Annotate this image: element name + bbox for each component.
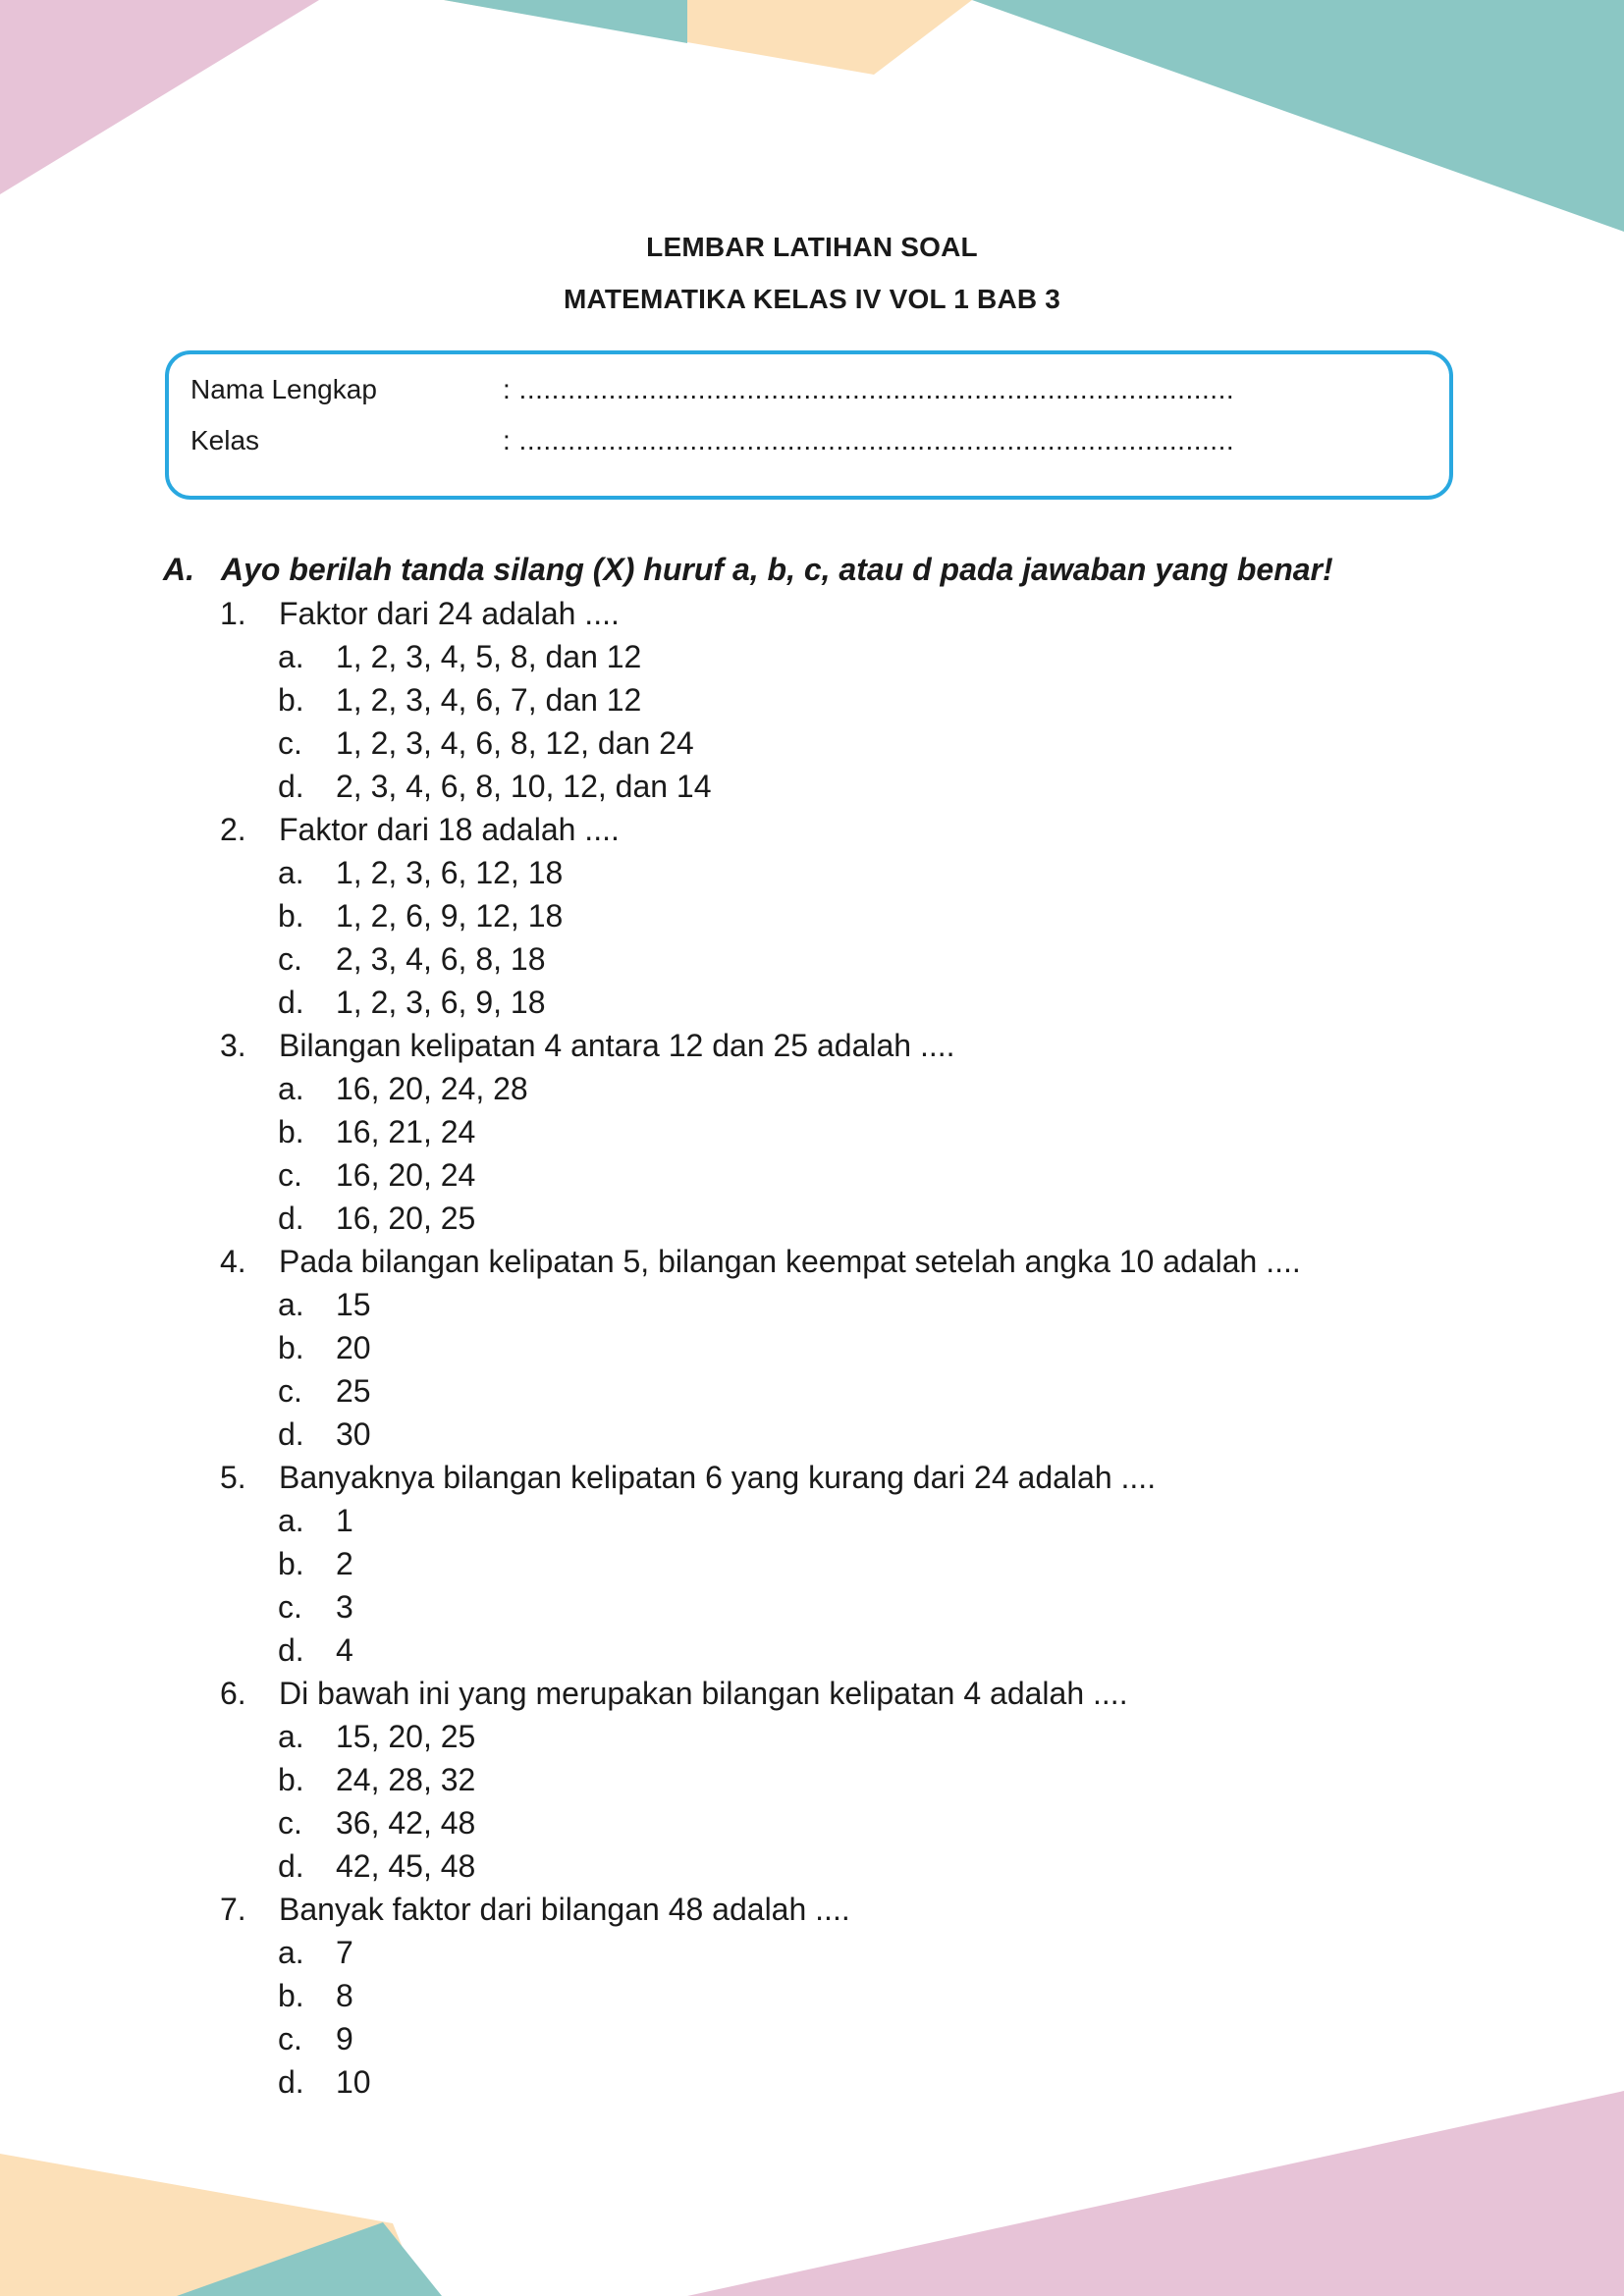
option-letter: b. bbox=[278, 1114, 304, 1149]
answer-option[interactable] bbox=[0, 981, 1624, 1024]
name-field[interactable]: : ........................................................................................ bbox=[503, 374, 1235, 404]
question-1 bbox=[0, 592, 1624, 635]
answer-option[interactable] bbox=[0, 2060, 1624, 2104]
question-4 bbox=[0, 1240, 1624, 1283]
question-text: Banyaknya bilangan kelipatan 6 yang kurang dari 24 adalah .... bbox=[279, 1460, 1157, 1495]
option-text: 1, 2, 3, 6, 12, 18 bbox=[336, 855, 564, 890]
identity-box bbox=[165, 350, 1453, 500]
option-text: 2, 3, 4, 6, 8, 10, 12, dan 14 bbox=[336, 769, 712, 804]
option-text: 10 bbox=[336, 2064, 371, 2100]
answer-option[interactable] bbox=[0, 1585, 1624, 1629]
section-instruction: Ayo berilah tanda silang (X) huruf a, b, c, atau d pada jawaban yang benar! bbox=[221, 552, 1333, 587]
answer-option[interactable] bbox=[0, 1369, 1624, 1413]
question-text: Faktor dari 18 adalah .... bbox=[279, 812, 620, 847]
question-number: 2. bbox=[220, 812, 246, 847]
answer-option[interactable] bbox=[0, 1844, 1624, 1888]
top-teal-sliver bbox=[444, 0, 687, 43]
option-text: 20 bbox=[336, 1330, 371, 1365]
page-title: LEMBAR LATIHAN SOAL bbox=[646, 232, 978, 262]
answer-option[interactable] bbox=[0, 1067, 1624, 1110]
option-letter: c. bbox=[278, 1805, 302, 1841]
answer-option[interactable] bbox=[0, 1542, 1624, 1585]
option-text: 9 bbox=[336, 2021, 353, 2056]
top-left-pink-shape bbox=[0, 0, 319, 194]
answer-option[interactable] bbox=[0, 1283, 1624, 1326]
option-letter: a. bbox=[278, 855, 304, 890]
answer-option[interactable] bbox=[0, 765, 1624, 808]
option-text: 2, 3, 4, 6, 8, 18 bbox=[336, 941, 546, 977]
option-letter: b. bbox=[278, 682, 304, 718]
option-text: 15 bbox=[336, 1287, 371, 1322]
option-letter: d. bbox=[278, 1201, 304, 1236]
answer-option[interactable] bbox=[0, 1197, 1624, 1240]
class-label: Kelas bbox=[190, 425, 260, 455]
question-text: Bilangan kelipatan 4 antara 12 dan 25 adalah .... bbox=[279, 1028, 955, 1063]
page-subtitle: MATEMATIKA KELAS IV VOL 1 BAB 3 bbox=[563, 284, 1061, 314]
option-letter: b. bbox=[278, 898, 304, 934]
option-text: 16, 21, 24 bbox=[336, 1114, 476, 1149]
answer-option[interactable] bbox=[0, 851, 1624, 894]
option-letter: c. bbox=[278, 941, 302, 977]
answer-option[interactable] bbox=[0, 678, 1624, 721]
answer-option[interactable] bbox=[0, 1499, 1624, 1542]
option-text: 7 bbox=[336, 1935, 353, 1970]
option-letter: d. bbox=[278, 985, 304, 1020]
question-list bbox=[0, 592, 1624, 2104]
answer-option[interactable] bbox=[0, 635, 1624, 678]
question-text: Banyak faktor dari bilangan 48 adalah .... bbox=[279, 1892, 850, 1927]
option-letter: a. bbox=[278, 1935, 304, 1970]
option-letter: a. bbox=[278, 639, 304, 674]
answer-option[interactable] bbox=[0, 1326, 1624, 1369]
option-letter: c. bbox=[278, 1373, 302, 1409]
answer-option[interactable] bbox=[0, 894, 1624, 937]
question-number: 1. bbox=[220, 596, 246, 631]
option-text: 4 bbox=[336, 1632, 353, 1668]
option-text: 1 bbox=[336, 1503, 353, 1538]
option-letter: c. bbox=[278, 1589, 302, 1625]
option-letter: d. bbox=[278, 769, 304, 804]
option-letter: c. bbox=[278, 1157, 302, 1193]
option-letter: b. bbox=[278, 1978, 304, 2013]
question-number: 6. bbox=[220, 1676, 246, 1711]
question-text: Pada bilangan kelipatan 5, bilangan keempat setelah angka 10 adalah .... bbox=[279, 1244, 1301, 1279]
answer-option[interactable] bbox=[0, 1413, 1624, 1456]
question-5 bbox=[0, 1456, 1624, 1499]
question-3 bbox=[0, 1024, 1624, 1067]
question-text: Di bawah ini yang merupakan bilangan kelipatan 4 adalah .... bbox=[279, 1676, 1128, 1711]
option-text: 1, 2, 6, 9, 12, 18 bbox=[336, 898, 564, 934]
option-letter: d. bbox=[278, 1632, 304, 1668]
option-letter: d. bbox=[278, 1416, 304, 1452]
option-text: 24, 28, 32 bbox=[336, 1762, 476, 1797]
option-letter: d. bbox=[278, 1848, 304, 1884]
option-letter: c. bbox=[278, 725, 302, 761]
option-text: 25 bbox=[336, 1373, 371, 1409]
option-text: 42, 45, 48 bbox=[336, 1848, 476, 1884]
top-right-teal-shape bbox=[972, 0, 1624, 232]
answer-option[interactable] bbox=[0, 1758, 1624, 1801]
option-text: 2 bbox=[336, 1546, 353, 1581]
section-letter: A. bbox=[163, 552, 194, 587]
answer-option[interactable] bbox=[0, 1974, 1624, 2017]
question-text: Faktor dari 24 adalah .... bbox=[279, 596, 620, 631]
question-number: 4. bbox=[220, 1244, 246, 1279]
option-text: 8 bbox=[336, 1978, 353, 2013]
question-number: 5. bbox=[220, 1460, 246, 1495]
answer-option[interactable] bbox=[0, 1153, 1624, 1197]
answer-option[interactable] bbox=[0, 2017, 1624, 2060]
answer-option[interactable] bbox=[0, 1110, 1624, 1153]
option-text: 30 bbox=[336, 1416, 371, 1452]
option-letter: d. bbox=[278, 2064, 304, 2100]
question-2 bbox=[0, 808, 1624, 851]
option-text: 36, 42, 48 bbox=[336, 1805, 476, 1841]
option-text: 1, 2, 3, 4, 6, 8, 12, dan 24 bbox=[336, 725, 694, 761]
option-text: 16, 20, 24, 28 bbox=[336, 1071, 528, 1106]
option-letter: b. bbox=[278, 1330, 304, 1365]
option-text: 1, 2, 3, 6, 9, 18 bbox=[336, 985, 546, 1020]
class-field[interactable]: : ........................................................................................ bbox=[503, 425, 1235, 455]
option-letter: b. bbox=[278, 1546, 304, 1581]
name-label: Nama Lengkap bbox=[190, 374, 377, 404]
option-letter: a. bbox=[278, 1719, 304, 1754]
option-letter: a. bbox=[278, 1503, 304, 1538]
option-letter: c. bbox=[278, 2021, 302, 2056]
answer-option[interactable] bbox=[0, 1931, 1624, 1974]
option-letter: b. bbox=[278, 1762, 304, 1797]
option-letter: a. bbox=[278, 1071, 304, 1106]
question-number: 3. bbox=[220, 1028, 246, 1063]
answer-option[interactable] bbox=[0, 1801, 1624, 1844]
answer-option[interactable] bbox=[0, 937, 1624, 981]
question-number: 7. bbox=[220, 1892, 246, 1927]
bottom-right-pink-shape bbox=[687, 2091, 1624, 2296]
option-text: 16, 20, 25 bbox=[336, 1201, 476, 1236]
answer-option[interactable] bbox=[0, 1715, 1624, 1758]
option-letter: a. bbox=[278, 1287, 304, 1322]
question-6 bbox=[0, 1672, 1624, 1715]
answer-option[interactable] bbox=[0, 1629, 1624, 1672]
question-7 bbox=[0, 1888, 1624, 1931]
option-text: 16, 20, 24 bbox=[336, 1157, 476, 1193]
option-text: 1, 2, 3, 4, 5, 8, dan 12 bbox=[336, 639, 642, 674]
option-text: 15, 20, 25 bbox=[336, 1719, 476, 1754]
option-text: 3 bbox=[336, 1589, 353, 1625]
answer-option[interactable] bbox=[0, 721, 1624, 765]
option-text: 1, 2, 3, 4, 6, 7, dan 12 bbox=[336, 682, 642, 718]
